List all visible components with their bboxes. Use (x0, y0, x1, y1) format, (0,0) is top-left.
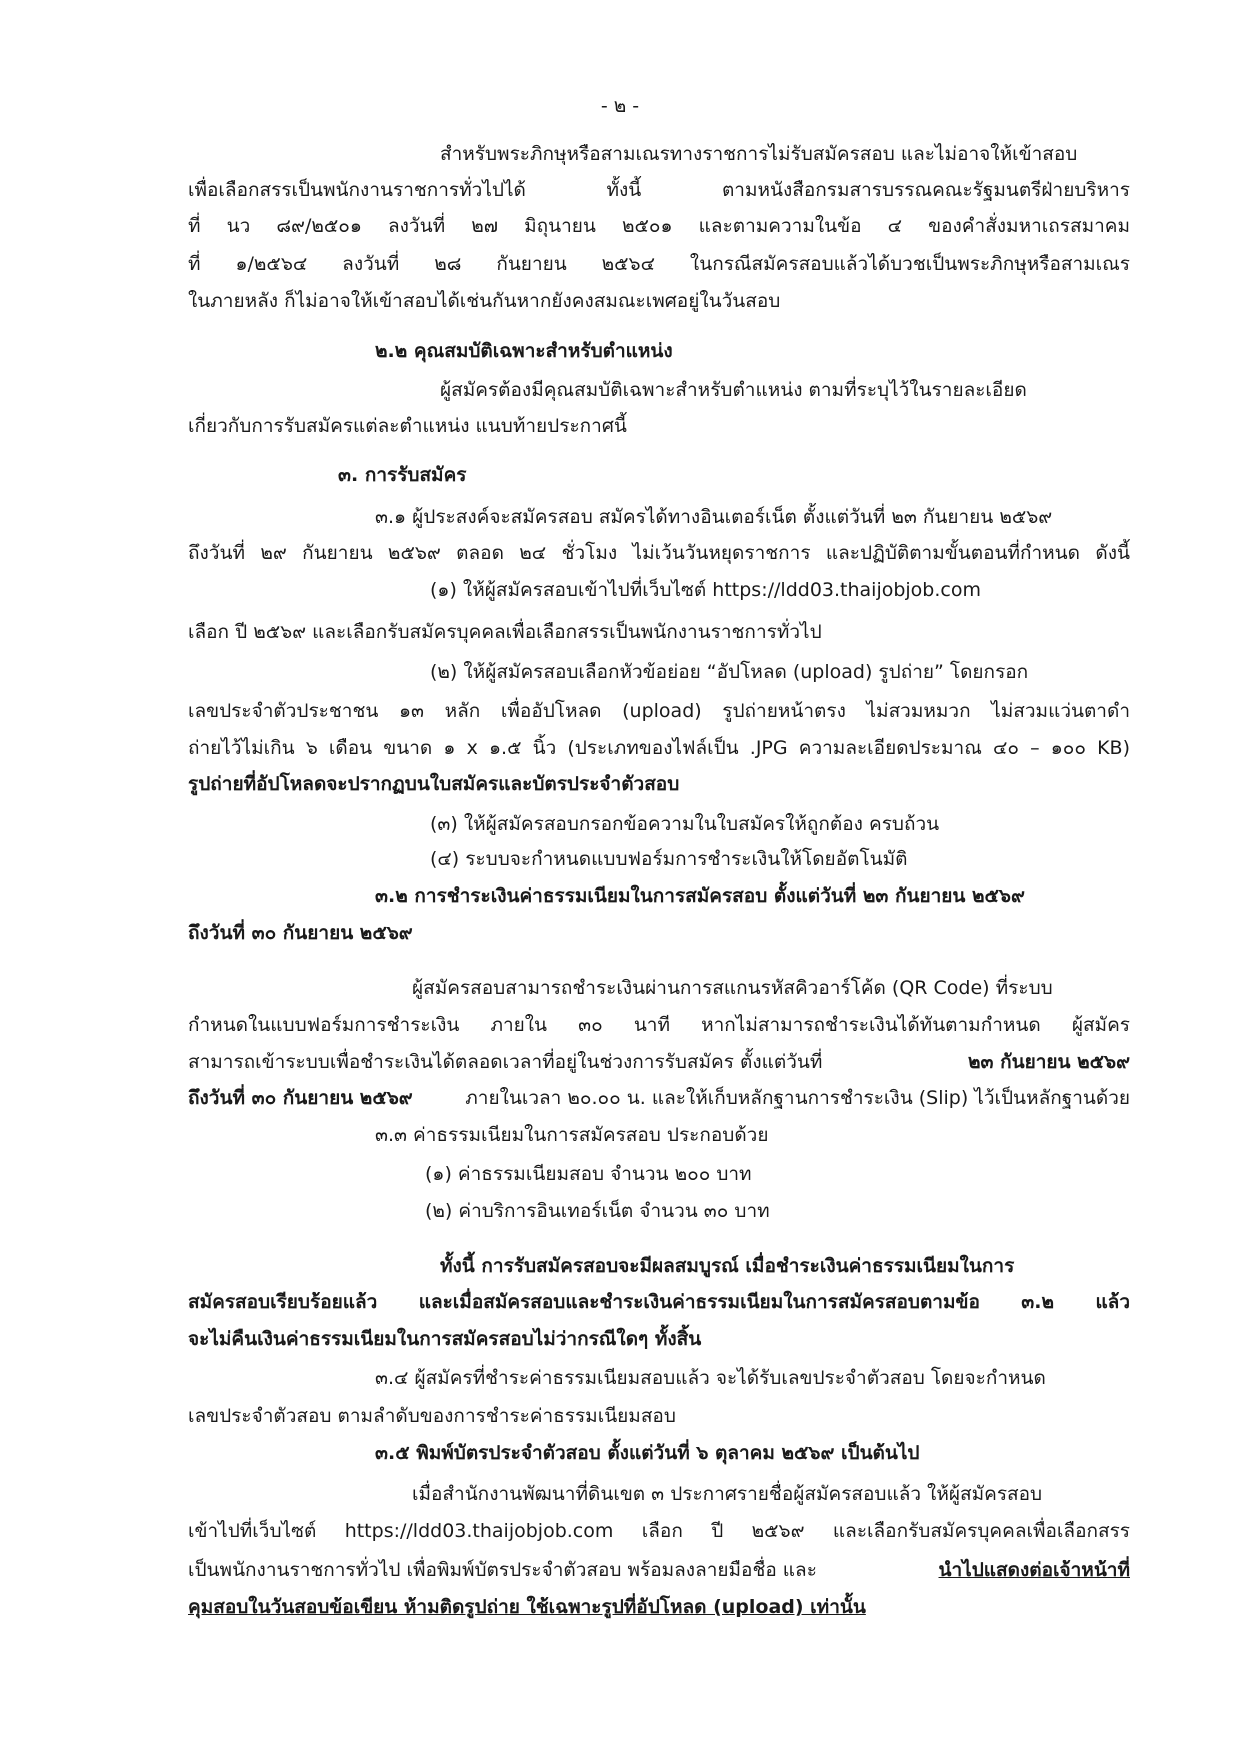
section-3-2-body-4 (188, 1084, 1130, 1112)
section-3-2-heading-1: ๓.๒ การชำระเงินค่าธรรมเนียมในการสมัครสอบ ตั้งแต่วันที่ ๒๓ กันยายน ๒๕๖๙ (375, 885, 1025, 907)
page-number: - ๒ - (600, 95, 640, 117)
section-3-5-body-3 (188, 1556, 1130, 1584)
section-3-2-body-4-text: ภายในเวลา ๒๐.๐๐ น. และให้เก็บหลักฐานการชำระเงิน (Slip) ไว้เป็นหลักฐานด้วย (465, 1087, 1130, 1109)
step-2-line-1: (๒) ให้ผู้สมัครสอบเลือกหัวข้อย่อย “อัปโหลด (upload) รูปถ่าย” โดยกรอก (430, 661, 1029, 683)
intro-line-4: ที่ ๑/๒๕๖๔ ลงวันที่ ๒๘ กันยายน ๒๕๖๔ ในกรณีสมัครสอบแล้วได้บวชเป็นพระภิกษุหรือสามเณร (188, 253, 1130, 275)
intro-line-2: เพื่อเลือกสรรเป็นพนักงานราชการทั่วไปได้ ทั้งนี้ ตามหนังสือกรมสารบรรณคณะรัฐมนตรีฝ่ายบริหาร (188, 179, 1130, 201)
section-3-2-body-3 (188, 1048, 1130, 1076)
step-3-line: (๓) ให้ผู้สมัครสอบกรอกข้อความในใบสมัครให้ถูกต้อง ครบถ้วน (430, 813, 940, 835)
section-3-2-body-2: กำหนดในแบบฟอร์มการชำระเงิน ภายใน ๓๐ นาที หากไม่สามารถชำระเงินได้ทันตามกำหนด ผู้สมัคร (188, 1014, 1130, 1036)
step-2-line-4: รูปถ่ายที่อัปโหลดจะปรากฏบนใบสมัครและบัตรประจำตัวสอบ (188, 773, 680, 795)
step-1-line-2: เลือก ปี ๒๕๖๙ และเลือกรับสมัครบุคคลเพื่อเลือกสรรเป็นพนักงานราชการทั่วไป (188, 621, 822, 643)
step-1-line-1: (๑) ให้ผู้สมัครสอบเข้าไปที่เว็บไซต์ https://ldd03.thaijobjob.com (430, 579, 981, 601)
intro-line-3: ที่ นว ๘๙/๒๕๐๑ ลงวันที่ ๒๗ มิถุนายน ๒๕๐๑ และตามความในข้อ ๔ ของคำสั่งมหาเถรสมาคม (188, 215, 1130, 237)
intro-line-5: ในภายหลัง ก็ไม่อาจให้เข้าสอบได้เช่นกันหากยังคงสมณะเพศอยู่ในวันสอบ (188, 290, 781, 312)
section-2-2-line-1: ผู้สมัครต้องมีคุณสมบัติเฉพาะสำหรับตำแหน่ง ตามที่ระบุไว้ในรายละเอียด (440, 379, 1027, 401)
section-3-5-body-4: คุมสอบในวันสอบข้อเขียน ห้ามติดรูปถ่าย ใช้เฉพาะรูปที่อัปโหลด (upload) เท่านั้น (188, 1596, 866, 1618)
step-2-line-2: เลขประจำตัวประชาชน ๑๓ หลัก เพื่ออัปโหลด (upload) รูปถ่ายหน้าตรง ไม่สวมหมวก ไม่สวมแว่นตาดำ (188, 700, 1130, 722)
step-4-line: (๔) ระบบจะกำหนดแบบฟอร์มการชำระเงินให้โดยอัตโนมัติ (430, 848, 908, 870)
fee-item-1: (๑) ค่าธรรมเนียมสอบ จำนวน ๒๐๐ บาท (425, 1163, 752, 1185)
section-3-5-heading: ๓.๕ พิมพ์บัตรประจำตัวสอบ ตั้งแต่วันที่ ๖ ตุลาคม ๒๕๖๙ เป็นต้นไป (375, 1442, 920, 1464)
section-3-2-body-3-date: ๒๓ กันยายน ๒๕๖๙ (967, 1051, 1130, 1073)
section-3-1-line-1: ๓.๑ ผู้ประสงค์จะสมัครสอบ สมัครได้ทางอินเตอร์เน็ต ตั้งแต่วันที่ ๒๓ กันยายน ๒๕๖๙ (375, 506, 1053, 528)
section-2-2-heading: ๒.๒ คุณสมบัติเฉพาะสำหรับตำแหน่ง (375, 340, 673, 362)
section-3-5-body-3-text: เป็นพนักงานราชการทั่วไป เพื่อพิมพ์บัตรประจำตัวสอบ พร้อมลงลายมือชื่อ และ (188, 1559, 817, 1581)
note-line-1: ทั้งนี้ การรับสมัครสอบจะมีผลสมบูรณ์ เมื่อชำระเงินค่าธรรมเนียมในการ (440, 1255, 1015, 1277)
note-line-3: จะไม่คืนเงินค่าธรรมเนียมในการสมัครสอบไม่ว่ากรณีใดๆ ทั้งสิ้น (188, 1328, 702, 1350)
section-3-2-heading-2: ถึงวันที่ ๓๐ กันยายน ๒๕๖๙ (188, 922, 413, 944)
note-line-2: สมัครสอบเรียบร้อยแล้ว และเมื่อสมัครสอบและชำระเงินค่าธรรมเนียมในการสมัครสอบตามข้อ ๓.๒ แล้ว (188, 1291, 1130, 1313)
fee-item-2: (๒) ค่าบริการอินเทอร์เน็ต จำนวน ๓๐ บาท (425, 1200, 770, 1222)
section-2-2-line-2: เกี่ยวกับการรับสมัครแต่ละตำแหน่ง แนบท้ายประกาศนี้ (188, 415, 627, 437)
section-3-2-body-4-date: ถึงวันที่ ๓๐ กันยายน ๒๕๖๙ (188, 1087, 413, 1109)
section-3-5-body-3-emphasis: นำไปแสดงต่อเจ้าหน้าที่ (938, 1559, 1130, 1581)
section-3-2-body-1: ผู้สมัครสอบสามารถชำระเงินผ่านการสแกนรหัสคิวอาร์โค้ด (QR Code) ที่ระบบ (412, 977, 1053, 999)
section-3-heading: ๓. การรับสมัคร (338, 464, 467, 486)
section-3-4-line-1: ๓.๔ ผู้สมัครที่ชำระค่าธรรมเนียมสอบแล้ว จะได้รับเลขประจำตัวสอบ โดยจะกำหนด (375, 1367, 1046, 1389)
section-3-2-body-3-text: สามารถเข้าระบบเพื่อชำระเงินได้ตลอดเวลาที่อยู่ในช่วงการรับสมัคร ตั้งแต่วันที่ (188, 1051, 823, 1073)
step-2-line-3: ถ่ายไว้ไม่เกิน ๖ เดือน ขนาด ๑ x ๑.๕ นิ้ว (ประเภทของไฟล์เป็น .JPG ความละเอียดประมาณ ๔๐ – ๑๐๐ KB) (188, 737, 1130, 759)
section-3-3-heading: ๓.๓ ค่าธรรมเนียมในการสมัครสอบ ประกอบด้วย (375, 1124, 769, 1146)
section-3-1-line-2: ถึงวันที่ ๒๙ กันยายน ๒๕๖๙ ตลอด ๒๔ ชั่วโมง ไม่เว้นวันหยุดราชการ และปฏิบัติตามขั้นตอนที่กำหนด ดังนี้ (188, 542, 1130, 564)
intro-line-1: สำหรับพระภิกษุหรือสามเณรทางราชการไม่รับสมัครสอบ และไม่อาจให้เข้าสอบ (440, 143, 1078, 165)
section-3-4-line-2: เลขประจำตัวสอบ ตามลำดับของการชำระค่าธรรมเนียมสอบ (188, 1405, 676, 1427)
section-3-5-body-2: เข้าไปที่เว็บไซต์ https://ldd03.thaijobjob.com เลือก ปี ๒๕๖๙ และเลือกรับสมัครบุคคลเพื่อเลือกสรร (188, 1520, 1130, 1542)
section-3-5-body-1: เมื่อสำนักงานพัฒนาที่ดินเขต ๓ ประกาศรายชื่อผู้สมัครสอบแล้ว ให้ผู้สมัครสอบ (412, 1483, 1043, 1505)
